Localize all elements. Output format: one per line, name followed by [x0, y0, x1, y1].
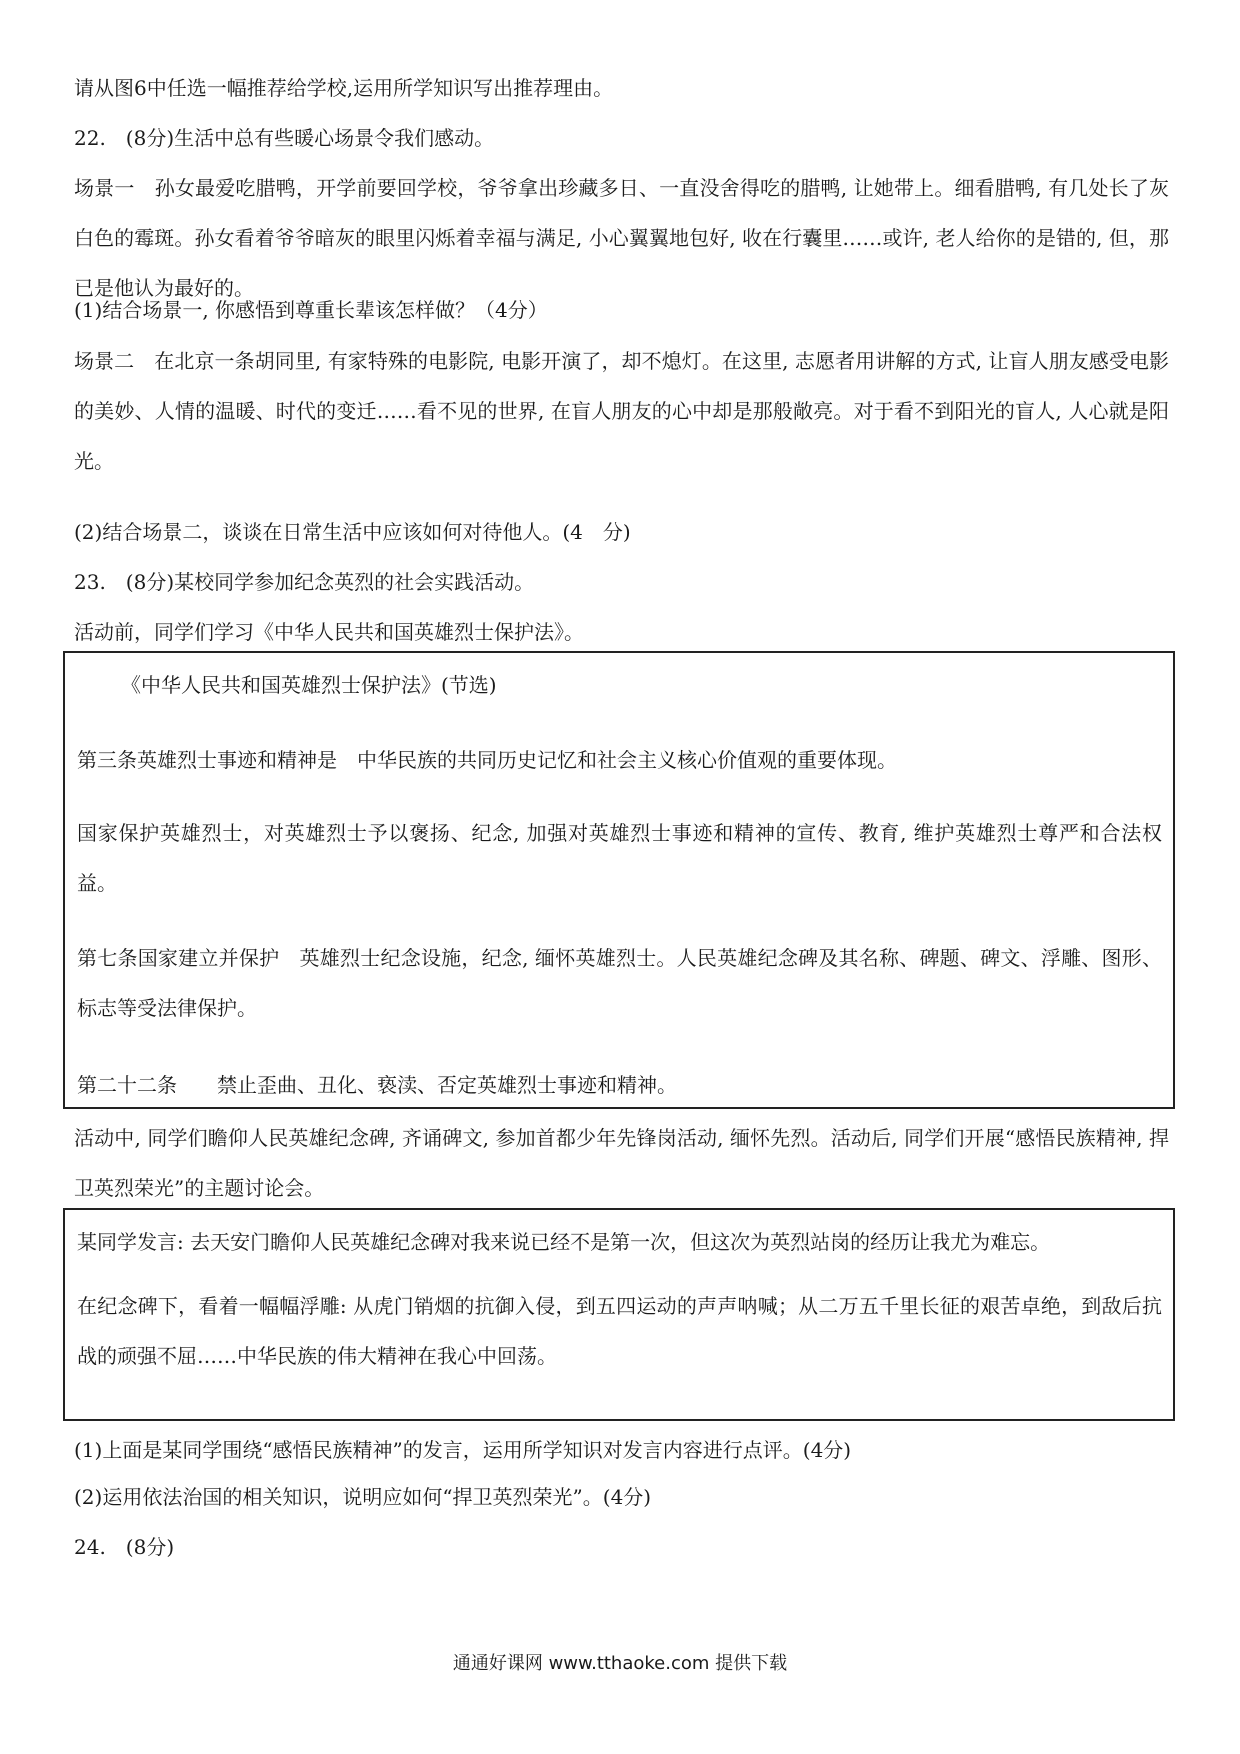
q23-during: 活动中, 同学们瞻仰人民英雄纪念碑, 齐诵碑文, 参加首都少年先锋岗活动, 缅怀先烈。活动后, 同学们开展“感悟民族精神, 捍卫英烈荣光”的主题讨论会。 — [74, 1126, 1169, 1200]
q22-heading: 22. (8分)生活中总有些暖心场景令我们感动。 — [74, 126, 495, 150]
speech-p1: 某同学发言: 去天安门瞻仰人民英雄纪念碑对我来说已经不是第一次，但这次为英烈站岗的经历让我尤为难忘。 — [77, 1230, 1051, 1254]
q23-before: 活动前，同学们学习《中华人民共和国英雄烈士保护法》。 — [74, 620, 584, 644]
law-article-3b: 国家保护英雄烈士，对英雄烈士予以褒扬、纪念, 加强对英雄烈士事迹和精神的宣传、教育, 维护英雄烈士尊严和合法权益。 — [77, 821, 1162, 895]
law-article-22: 第二十二条 禁止歪曲、丑化、亵渎、否定英雄烈士事迹和精神。 — [77, 1073, 677, 1097]
law-excerpt-box — [63, 651, 1175, 1109]
speech-box — [63, 1208, 1175, 1421]
q22-sub2: (2)结合场景二，谈谈在日常生活中应该如何对待他人。(4 分) — [74, 520, 631, 544]
page-footer: 通通好课网 www.tthaoke.com 提供下载 — [452, 1653, 788, 1674]
q22-sub1: (1)结合场景一, 你感悟到尊重长辈该怎样做？（4分） — [74, 298, 548, 322]
speech-p2: 在纪念碑下，看着一幅幅浮雕: 从虎门销烟的抗御入侵，到五四运动的声声呐喊；从二万五千里长征的艰苦卓绝，到敌后抗战的顽强不屈……中华民族的伟大精神在我心中回荡。 — [77, 1294, 1162, 1368]
q22-scene2: 场景二 在北京一条胡同里, 有家特殊的电影院, 电影开演了，却不熄灯。在这里, 志愿者用讲解的方式, 让盲人朋友感受电影的美妙、人情的温暖、时代的变迁……看不见的世界, 在盲人朋友的心中却是那般敞亮。对于看不到阳光的盲人, 人心就是阳光。 — [74, 349, 1169, 473]
law-article-3: 第三条英雄烈士事迹和精神是 中华民族的共同历史记忆和社会主义核心价值观的重要体现。 — [77, 748, 897, 772]
q23-heading: 23. (8分)某校同学参加纪念英烈的社会实践活动。 — [74, 570, 535, 594]
q22-scene1: 场景一 孙女最爱吃腊鸭，开学前要回学校，爷爷拿出珍藏多日、一直没舍得吃的腊鸭, 让她带上。细看腊鸭, 有几处长了灰白色的霉斑。孙女看着爷爷暗灰的眼里闪烁着幸福与满足, 小心翼翼地包好, 收在行囊里……或许, 老人给你的是错的, 但，那已是他认为最好的。 — [74, 176, 1169, 300]
law-title: 《中华人民共和国英雄烈士保护法》(节选) — [121, 673, 497, 697]
q24-heading: 24. (8分) — [74, 1535, 175, 1559]
q23-sub1: (1)上面是某同学围绕“感悟民族精神”的发言，运用所学知识对发言内容进行点评。(4分) — [74, 1438, 852, 1462]
intro-line: 请从图6中任选一幅推荐给学校,运用所学知识写出推荐理由。 — [74, 76, 614, 100]
law-article-7: 第七条国家建立并保护 英雄烈士纪念设施，纪念, 缅怀英雄烈士。人民英雄纪念碑及其名称、碑题、碑文、浮雕、图形、标志等受法律保护。 — [77, 946, 1162, 1020]
q23-sub2: (2)运用依法治国的相关知识，说明应如何“捍卫英烈荣光”。(4分) — [74, 1485, 652, 1509]
